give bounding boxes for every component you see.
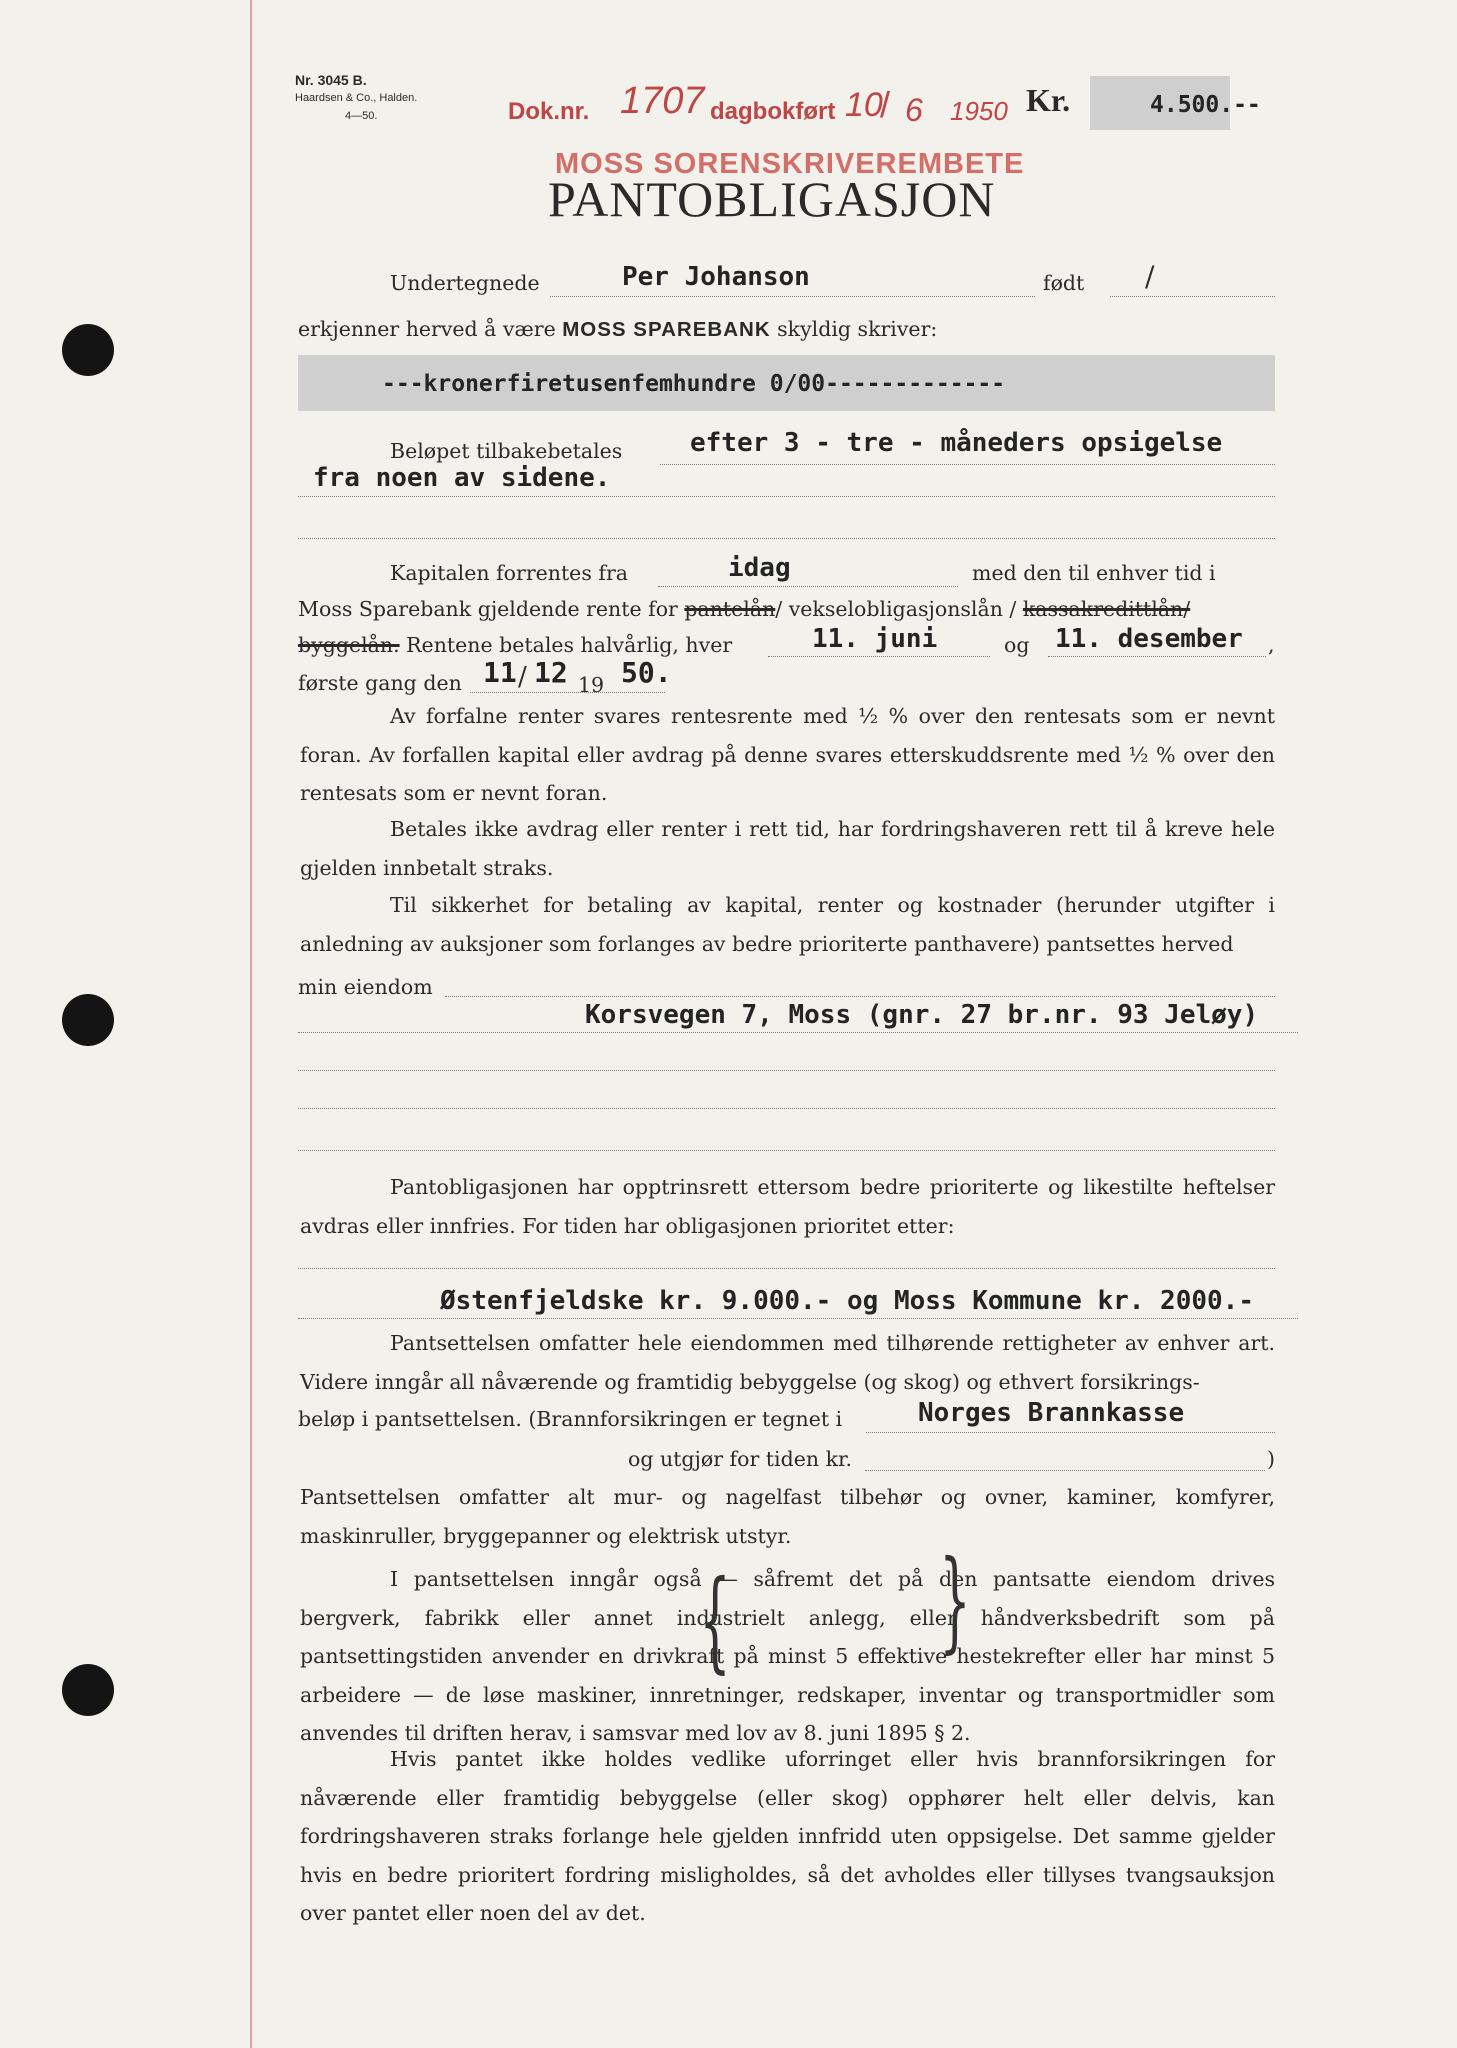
first-month: 12 (534, 656, 568, 689)
binder-hole-top (62, 324, 114, 376)
born-value: / (1145, 260, 1155, 293)
insurance-company: Norges Brannkasse (918, 1398, 1185, 1428)
amount-in-words: ---kronerfiretusenfemhundre 0/00------------- (382, 371, 1006, 397)
property-value: Korsvegen 7, Moss (gnr. 27 br.nr. 93 Jeløy) (585, 1000, 1259, 1030)
struck-byggelan: byggelån. (298, 633, 400, 657)
priority-value: Østenfjeldske kr. 9.000.- og Moss Kommune kr. 2000.- (440, 1286, 1254, 1316)
printer-name: Haardsen & Co., Halden. (295, 92, 418, 104)
binder-hole-middle (62, 994, 114, 1046)
debtor-label: Undertegnede (390, 271, 540, 295)
debtor-name: Per Johanson (622, 262, 810, 292)
page-margin-line (250, 0, 252, 2048)
struck-kassakreditt: kassakredittlån/ (1022, 597, 1191, 621)
property-label: min eiendom (298, 975, 433, 999)
date-month: 6 (905, 92, 923, 128)
first-day: 11 (483, 656, 517, 689)
interest-og: og (1004, 633, 1030, 657)
para-penalty-interest: Av forfalne renter svares rentesrente med ½ % over den rentesats som er nevnt foran. Av forfallen kapital eller avdrag på denne svares etterskuddsrente med ½ % over den rentesats som er nevnt foran. (300, 704, 1275, 805)
acknowledge-text: erkjenner herved å være MOSS SPAREBANK skyldig skriver: (298, 317, 938, 341)
print-date: 4—50. (345, 110, 378, 122)
amount-value: 4.500.-- (1150, 92, 1261, 118)
dagbokfort-label: dagbokført (710, 98, 836, 125)
dok-label: Dok.nr. (508, 98, 590, 125)
interest-line-3: byggelån. Rentene betales halvårlig, hver (298, 633, 733, 657)
interest-from: idag (728, 553, 791, 583)
interest-rate-text: med den til enhver tid i (972, 561, 1216, 585)
form-number: Nr. 3045 B. (295, 72, 367, 88)
born-label: født (1043, 271, 1085, 295)
interest-line-2: Moss Sparebank gjeldende rente for pantelån/ vekselobligasjonslån / kassakredittlån/ (298, 597, 1191, 621)
para-industry: I pantsettelsen inngår også — såfremt det på den pantsatte eiendom drives bergverk, fabrikk eller annet industrielt anlegg, eller håndverksbedrift som på pantsettingstiden anvender en drivkraft på minst 5 effektive hestekrefter eller har minst 5 arbeidere — de løse maskiner, innretninger, redskaper, inventar og transportmidler som anvendes til driften herav, i samsvar med lov av 8. juni 1895 § 2. (300, 1567, 1275, 1745)
para-security: Til sikkerhet for betaling av kapital, renter og kostnader (herunder utgifter i anledning av auksjoner som forlanges av bedre prioriterte panthavere) pantsettes herved (300, 893, 1275, 956)
date-year: 1950 (950, 96, 1008, 126)
para-maintenance: Hvis pantet ikke holdes vedlike uforringet eller hvis brannforsikringen for nåværende eller framtidig bebyggelse (eller skog) opphører helt eller delvis, kan fordringshaveren straks forlange hele gjelden innfridd uten oppsigelse. Det samme gjelder hvis en bedre prioritert fordring misligholdes, så det avholdes eller tillyses tvangsauksjon over pantet eller noen del av det. (300, 1747, 1275, 1925)
first-year: 50. (621, 656, 672, 689)
date-day: 10 (845, 86, 883, 124)
para-priority: Pantobligasjonen har opptrinsrett ettersom bedre prioriterte og likestilte heftelser avdras eller innfries. For tiden har obligasjonen prioritet etter: (300, 1175, 1275, 1238)
page-title: PANTOBLIGASJON (548, 171, 996, 227)
repayment-terms-line1: efter 3 - tre - måneders opsigelse (690, 428, 1223, 458)
handwritten-bracket-left: { (699, 1556, 731, 1684)
registry-stamp: MOSS SORENSKRIVEREMBETE (555, 148, 1025, 180)
para-fixtures: Pantsettelsen omfatter alt mur- og nagelfast tilbehør og ovner, kaminer, komfyrer, maskinruller, bryggepanner og elektrisk utstyr. (300, 1485, 1275, 1548)
insurance-amount-label: og utgjør for tiden kr. (628, 1447, 853, 1471)
binder-hole-bottom (62, 1664, 114, 1716)
bank-name: MOSS SPAREBANK (562, 318, 771, 341)
para-default: Betales ikke avdrag eller renter i rett tid, har fordringshaveren rett til å kreve hele gjelden innbetalt straks. (300, 817, 1275, 880)
interest-date-1: 11. juni (812, 624, 938, 654)
first-century: 19 (578, 673, 605, 697)
first-payment-label: første gang den (298, 671, 462, 695)
interest-date-2: 11. desember (1055, 624, 1243, 654)
interest-label: Kapitalen forrentes fra (390, 561, 628, 585)
repayment-terms-line2: fra noen av sidene. (313, 463, 611, 493)
kr-label: Kr. (1026, 82, 1071, 118)
handwritten-bracket-right: } (939, 1536, 971, 1664)
repayment-label: Beløpet tilbakebetales (390, 439, 623, 463)
struck-pantelan: pantelån (684, 597, 776, 621)
dok-number: 1707 (620, 80, 705, 122)
insurance-label: beløp i pantsettelsen. (Brannforsikringen er tegnet i (298, 1407, 843, 1431)
para-scope: Pantsettelsen omfatter hele eiendommen med tilhørende rettigheter av enhver art. Videre inngår all nåværende og framtidig bebyggelse (og skog) og ethvert forsikrings- (300, 1331, 1275, 1394)
